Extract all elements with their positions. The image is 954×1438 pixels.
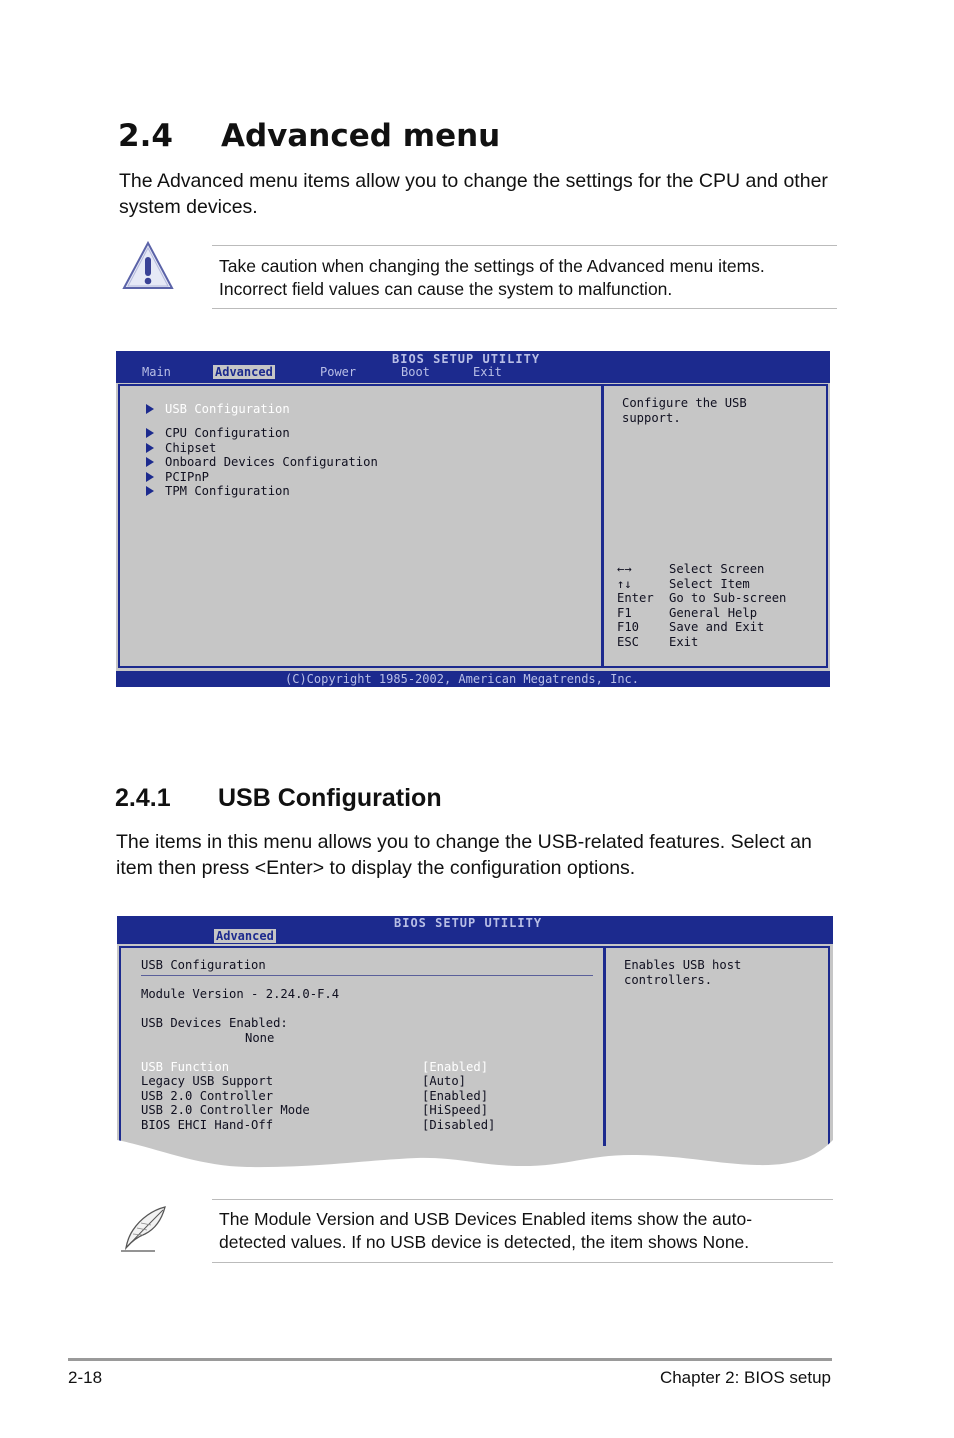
bios2-help-text: Enables USB host controllers. xyxy=(624,958,742,987)
page-number: 2-18 xyxy=(68,1368,103,1387)
menu-item-onboard-devices[interactable]: Onboard Devices Configuration xyxy=(146,455,378,470)
bios-advanced-screen xyxy=(116,351,830,687)
usb-devices-label: USB Devices Enabled: xyxy=(141,1016,288,1030)
submenu-arrow-icon xyxy=(146,404,154,414)
note-bottom-rule xyxy=(212,1262,833,1263)
bios2-title: BIOS SETUP UTILITY xyxy=(394,916,543,930)
note-text: The Module Version and USB Devices Enabled items show the auto-detected values. If no USB device is detected, the item shows None. xyxy=(219,1209,753,1252)
bios2-help-panel xyxy=(604,946,830,1146)
key-f1: F1 xyxy=(617,605,632,620)
menu-item-pcipnp[interactable]: PCIPnP xyxy=(146,470,209,485)
note-top-rule xyxy=(212,1199,833,1200)
key-select-item: ↑↓ xyxy=(617,576,632,591)
key-f10: F10 xyxy=(617,620,640,634)
caution-bottom-rule xyxy=(212,308,837,309)
chapter-title: Chapter 2: BIOS setup xyxy=(659,1368,831,1387)
module-version: Module Version - 2.24.0-F.4 xyxy=(141,987,340,1001)
submenu-arrow-icon xyxy=(146,486,154,496)
submenu-arrow-icon xyxy=(146,443,154,453)
menu-item-cpu-configuration[interactable]: CPU Configuration xyxy=(146,426,290,441)
tab-advanced[interactable]: Advanced xyxy=(215,365,273,379)
key-select-screen-action: Select Screen xyxy=(669,562,765,576)
setting-usb-function-value[interactable]: [Enabled] xyxy=(422,1059,489,1074)
key-f1-action: General Help xyxy=(669,605,758,620)
bios-help-panel xyxy=(602,384,828,668)
bios-copyright: (C)Copyright 1985-2002, American Megatrends, Inc. xyxy=(285,672,640,686)
menu-item-usb-configuration[interactable]: USB Configuration xyxy=(146,402,290,417)
section-title xyxy=(118,118,500,154)
caution-top-rule xyxy=(212,245,837,246)
key-esc: ESC xyxy=(617,634,640,649)
menu-item-tpm-configuration[interactable]: TPM Configuration xyxy=(146,484,290,499)
subsection-number: 2.4.1 xyxy=(115,784,171,812)
section-number: 2.4 xyxy=(118,118,173,154)
setting-bios-ehci-handoff-value[interactable]: [Disabled] xyxy=(422,1117,496,1132)
tab-power[interactable]: Power xyxy=(320,365,357,379)
footer-rule xyxy=(68,1358,832,1361)
section-title-text: Advanced menu xyxy=(221,118,501,154)
torn-edge-decoration xyxy=(117,1138,833,1169)
section-intro: The Advanced menu items allow you to change the settings for the CPU and other system devices. xyxy=(119,170,828,218)
setting-usb20-controller-value[interactable]: [Enabled] xyxy=(422,1088,489,1103)
submenu-arrow-icon xyxy=(146,428,154,438)
setting-bios-ehci-handoff[interactable]: BIOS EHCI Hand-Off xyxy=(141,1117,274,1132)
bios-title-bar xyxy=(116,351,830,383)
key-esc-action: Exit xyxy=(669,634,699,649)
submenu-arrow-icon xyxy=(146,457,154,467)
usb-devices-value: None xyxy=(245,1030,275,1045)
subsection-title xyxy=(115,784,442,813)
quill-pen-icon xyxy=(117,1204,169,1254)
setting-usb20-controller-mode[interactable]: USB 2.0 Controller Mode xyxy=(141,1103,310,1117)
bios-menu-panel xyxy=(118,384,603,668)
heading-divider xyxy=(141,975,593,976)
bios-copyright-bar xyxy=(116,671,830,687)
usb-config-heading: USB Configuration xyxy=(141,958,266,972)
key-f10-action: Save and Exit xyxy=(669,620,765,634)
setting-usb20-controller[interactable]: USB 2.0 Controller xyxy=(141,1088,274,1103)
bios-usb-configuration-screen xyxy=(117,916,833,1169)
setting-usb-function[interactable]: USB Function xyxy=(141,1059,230,1074)
key-select-screen: ←→ xyxy=(617,562,632,576)
setting-legacy-usb-support[interactable]: Legacy USB Support xyxy=(141,1074,274,1088)
setting-usb20-controller-mode-value[interactable]: [HiSpeed] xyxy=(422,1103,489,1117)
submenu-arrow-icon xyxy=(146,472,154,482)
tab-exit[interactable]: Exit xyxy=(473,365,502,379)
key-select-item-action: Select Item xyxy=(669,576,750,591)
help-text: Configure the USB support. xyxy=(622,396,747,425)
setting-legacy-usb-support-value[interactable]: [Auto] xyxy=(422,1074,467,1088)
key-enter-action: Go to Sub-screen xyxy=(669,591,787,605)
warning-triangle-icon xyxy=(121,240,175,292)
menu-item-chipset[interactable]: Chipset xyxy=(146,441,216,456)
tab-advanced[interactable]: Advanced xyxy=(216,929,274,943)
key-enter: Enter xyxy=(617,591,654,605)
tab-boot[interactable]: Boot xyxy=(401,365,430,379)
subsection-title-text: USB Configuration xyxy=(218,784,442,812)
bios2-title-bar xyxy=(117,916,833,944)
subsection-intro: The items in this menu allows you to change the USB-related features. Select an item then press <Enter> to display the configuration options. xyxy=(116,831,812,879)
caution-text: Take caution when changing the settings of the Advanced menu items. Incorrect field values can cause the system to malfunction. xyxy=(219,256,765,299)
tab-main[interactable]: Main xyxy=(142,365,171,379)
bios2-settings-panel xyxy=(119,946,605,1146)
bios-title: BIOS SETUP UTILITY xyxy=(392,352,541,366)
